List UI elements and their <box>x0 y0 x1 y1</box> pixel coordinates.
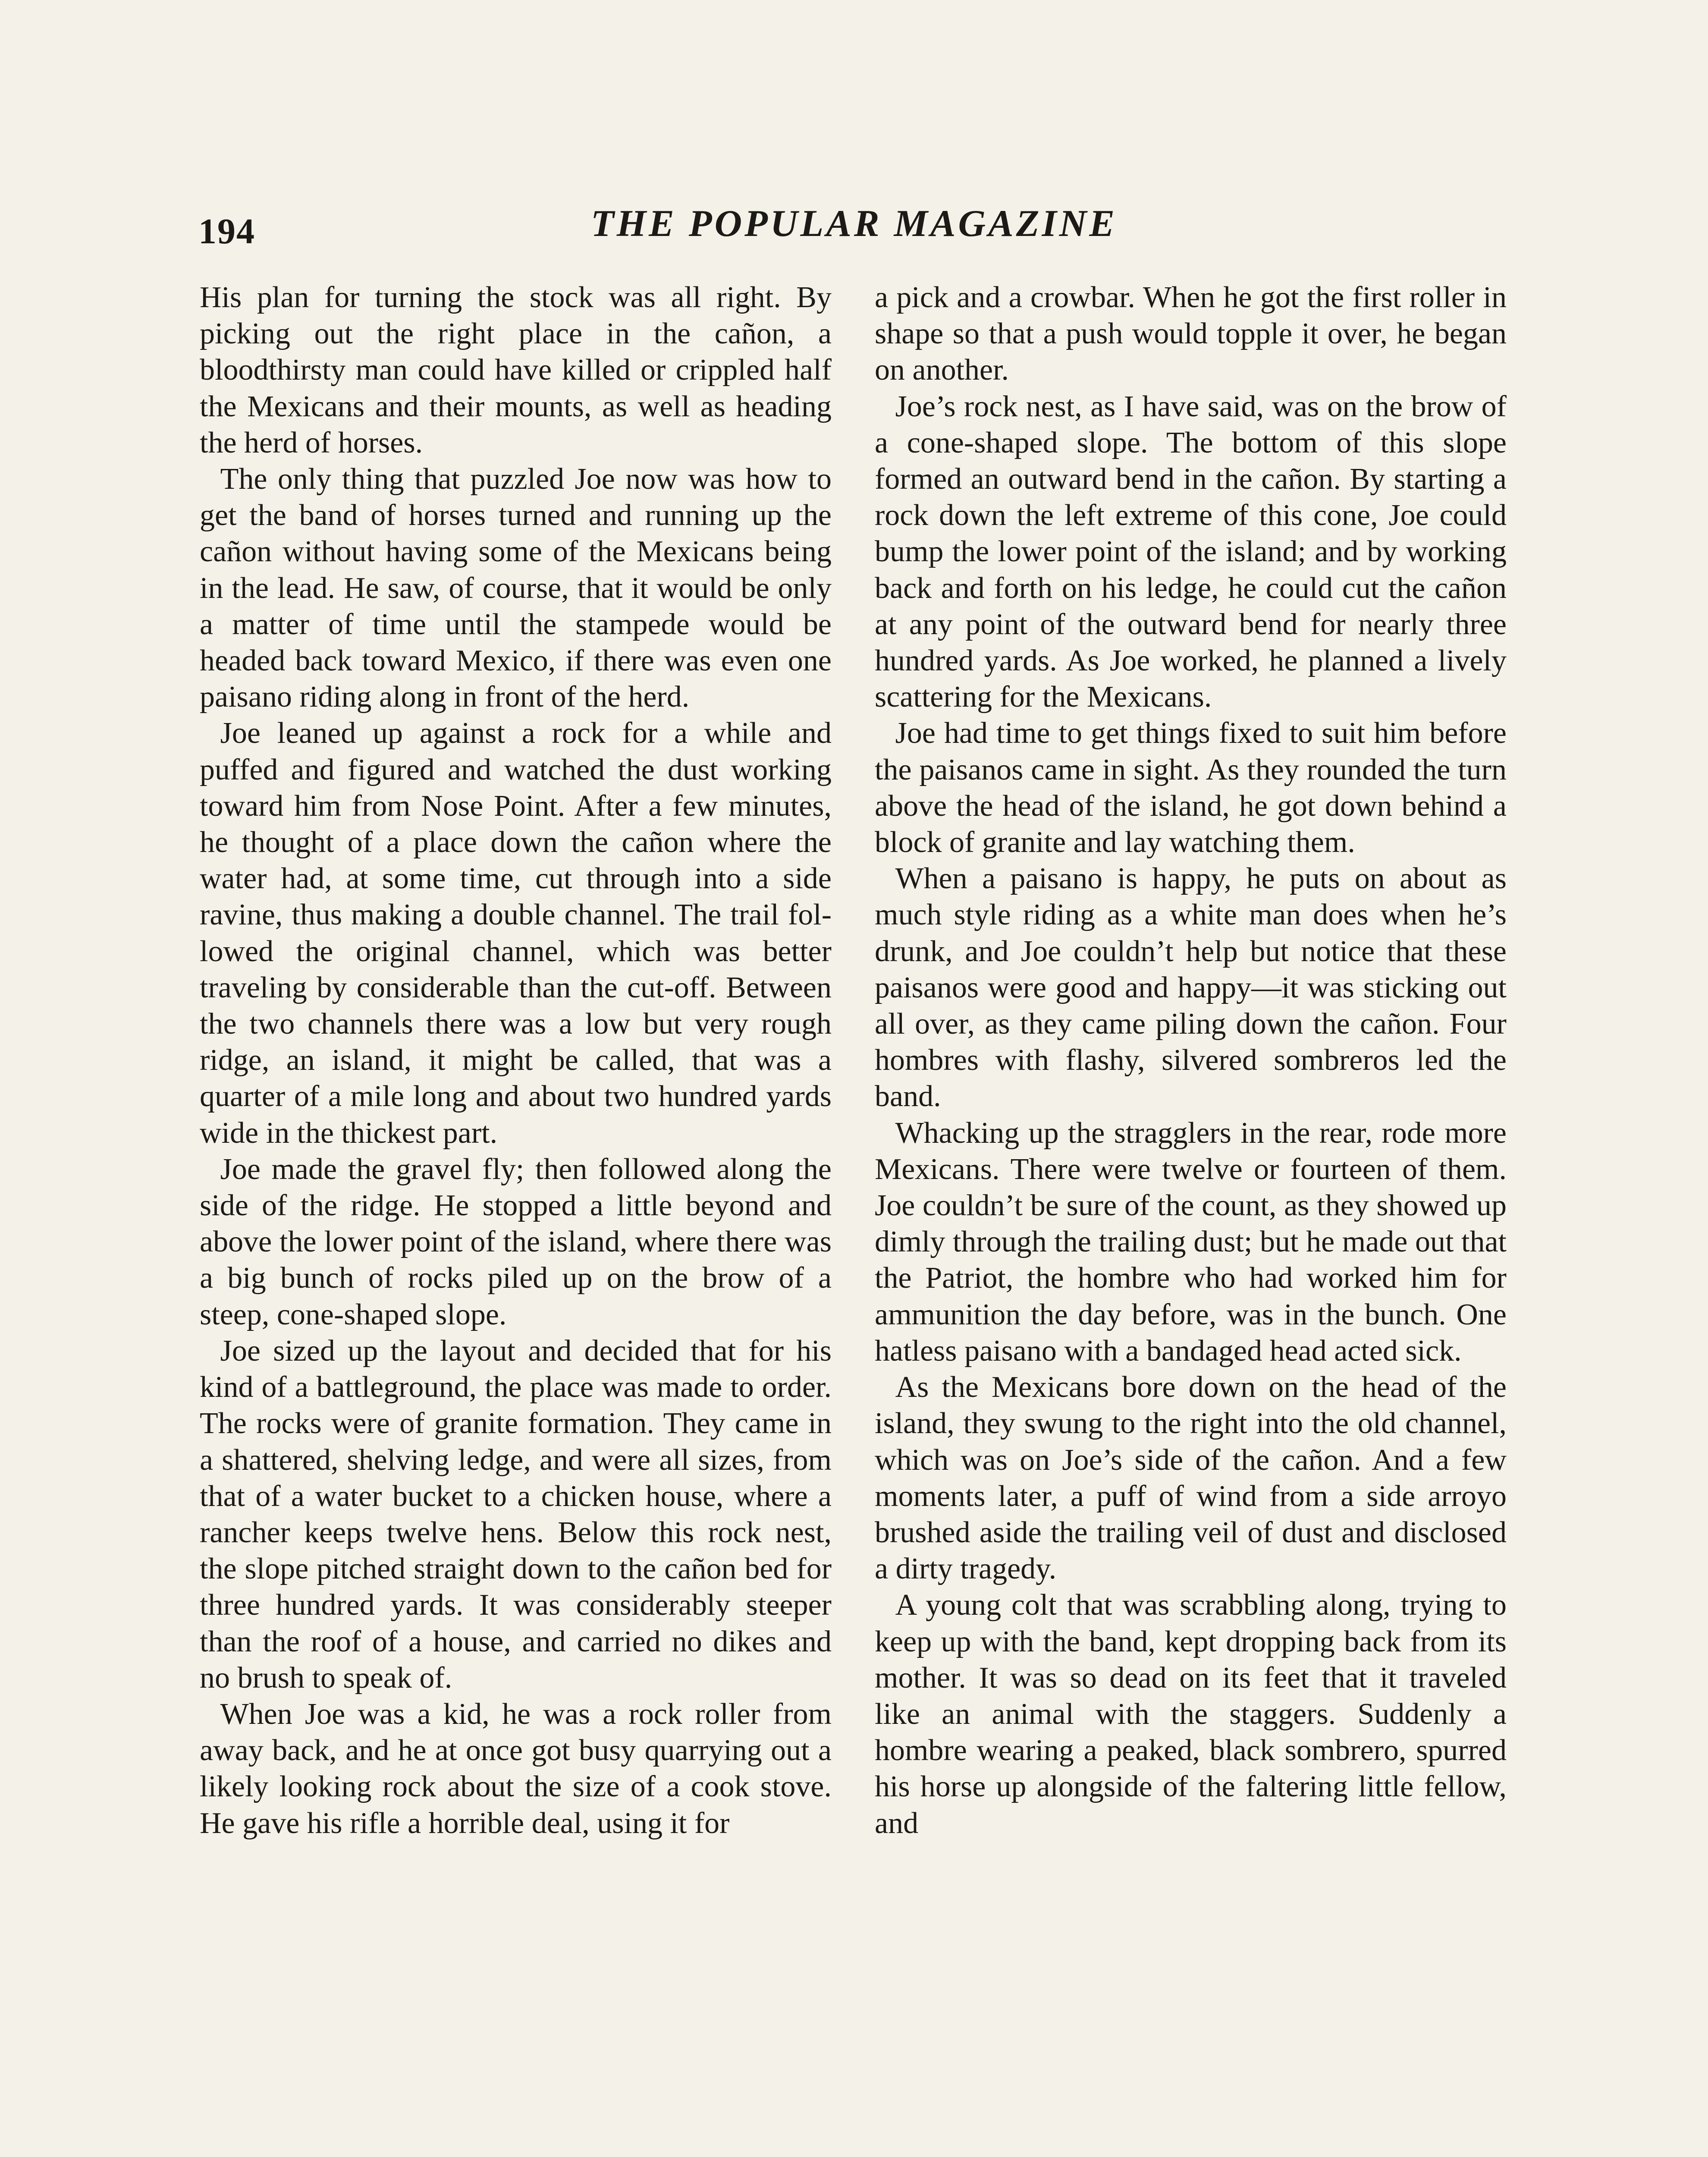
paragraph: The only thing that puzzled Joe now was how to get the band of horses turned and running up the cañon without having some of the Mexicans being in the lead. He saw, of course, that it would be only a matter of time until the stampede would be headed back toward Mexico, if there was even one paisano riding along in front of the herd. <box>200 462 832 714</box>
running-title: THE POPULAR MAGAZINE <box>590 203 1118 245</box>
paragraph: Whacking up the stragglers in the rear, rode more Mexicans. There were twelve or fourteen of them. Joe couldn’t be sure of the count, as they showed up dimly through the trailing dust; but he made out that the Patriot, the hombre who had worked him for ammunition the day before, was in the bunch. One hatless paisano with a bandaged head acted sick. <box>875 1116 1507 1368</box>
paragraph: Joe’s rock nest, as I have said, was on the brow of a cone-shaped slope. The bottom of this slope formed an outward bend in the cañon. By starting a rock down the left extreme of this cone, Joe could bump the lower point of the island; and by working back and forth on his ledge, he could cut the cañon at any point of the outward bend for nearly three hundred yards. As Joe worked, he planned a lively scattering for the Mexicans. <box>875 390 1507 714</box>
paragraph: Joe had time to get things fixed to suit him before the paisanos came in sight. As they rounded the turn above the head of the island, he got down behind a block of granite and lay watching them. <box>875 717 1507 859</box>
paragraph: Joe made the gravel fly; then followed along the side of the ridge. He stopped a little beyond and above the lower point of the island, where there was a big bunch of rocks piled up on the brow of a steep, cone-shaped slope. <box>200 1152 832 1331</box>
paragraph: A young colt that was scrabbling along, trying to keep up with the band, kept dropping back from its mother. It was so dead on its feet that it traveled like an animal with the staggers. Suddenly a hombre wearing a peaked, black sombrero, spurred his horse up alongside of the faltering little fellow, and <box>875 1588 1507 1840</box>
left-text-column <box>200 280 832 2157</box>
paragraph: Joe sized up the layout and decided that for his kind of a battleground, the place was made to order. The rocks were of granite formation. They came in a shattered, shelving ledge, and were all sizes, from that of a water bucket to a chicken house, where a rancher keeps twelve hens. Below this rock nest, the slope pitched straight down to the cañon bed for three hundred yards. It was considerably steeper than the roof of a house, and carried no dikes and no brush to speak of. <box>200 1334 832 1695</box>
paragraph: As the Mexicans bore down on the head of the island, they swung to the right into the old channel, which was on Joe’s side of the cañon. And a few moments later, a puff of wind from a side arroyo brushed aside the trailing veil of dust and disclosed a dirty tragedy. <box>875 1371 1507 1586</box>
paragraph: a pick and a crowbar. When he got the first roller in shape so that a push would topple it over, he began on another. <box>875 281 1507 387</box>
page-header <box>198 202 1510 271</box>
paragraph: Joe leaned up against a rock for a while and puffed and figured and watched the dust working toward him from Nose Point. After a few minutes, he thought of a place down the cañon where the water had, at some time, cut through into a side ravine, thus making a double channel. The trail followed the original channel, which was better traveling by considerable than the cut-off. Between the two channels there was a low but very rough ridge, an island, it might be called, that was a quarter of a mile long and about two hundred yards wide in the thickest part. <box>200 717 832 1150</box>
paragraph: His plan for turning the stock was all right. By picking out the right place in the cañon, a bloodthirsty man could have killed or crippled half the Mexicans and their mounts, as well as heading the herd of horses. <box>200 281 832 459</box>
page-number: 194 <box>198 211 255 252</box>
paragraph: When Joe was a kid, he was a rock roller from away back, and he at once got busy quarrying out a likely looking rock about the size of a cook stove. He gave his rifle a horrible deal, using it for <box>200 1697 832 1840</box>
paragraph: When a paisano is happy, he puts on about as much style riding as a white man does when he’s drunk, and Joe couldn’t help but notice that these paisanos were good and happy—it was sticking out all over, as they came piling down the cañon. Four hombres with flashy, silvered sombreros led the band. <box>875 862 1507 1113</box>
right-text-column <box>875 280 1507 2157</box>
